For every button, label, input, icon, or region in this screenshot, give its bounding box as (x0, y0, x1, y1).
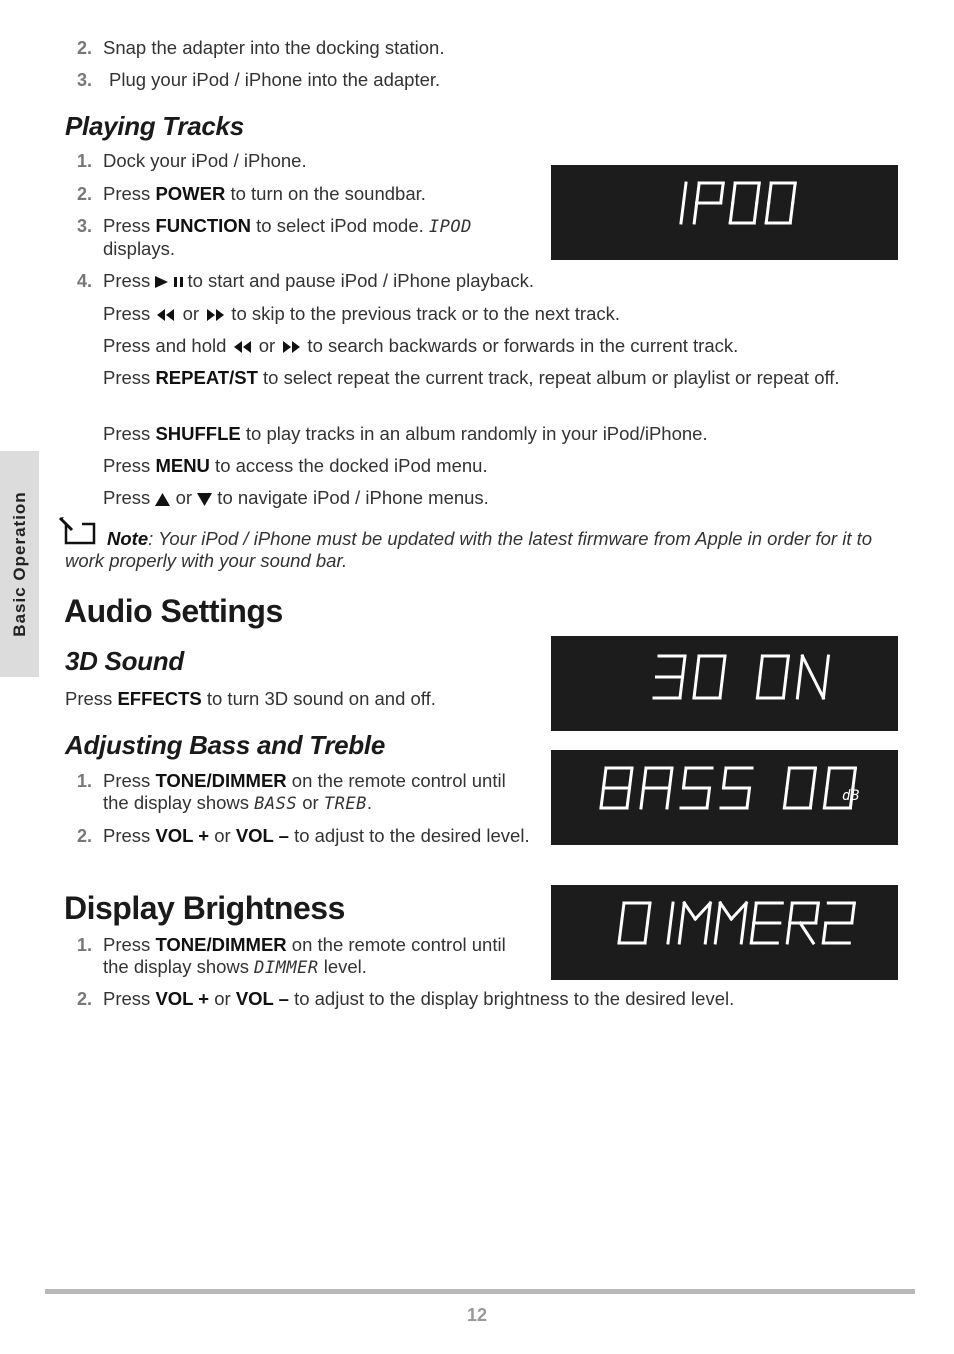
step-text: Press VOL + or VOL – to adjust to the desired level. (103, 825, 530, 846)
section-heading-display-brightness: Display Brightness (64, 890, 345, 926)
step-number: 2. (76, 826, 92, 846)
lcd-glyph (823, 903, 854, 943)
paragraph: Press EFFECTS to turn 3D sound on and off. (65, 688, 436, 709)
step-number: 2. (76, 184, 92, 204)
lcd-glyph (715, 903, 746, 943)
lcd-glyph (601, 768, 632, 808)
play-pause-icon (155, 275, 187, 289)
lcd-text: TREB (323, 794, 367, 814)
step-text: Press VOL + or VOL – to adjust to the display brightness to the desired level. (103, 988, 735, 1009)
lcd-glyph (751, 903, 782, 943)
lcd-glyph (730, 183, 759, 223)
step-number: 3. (76, 216, 92, 236)
step-number: 1. (76, 151, 92, 171)
instruction-line: Press and hold or to search backwards or forwards in the current track. (103, 335, 739, 356)
step-number: 1. (76, 935, 92, 955)
page-number: 12 (466, 1305, 488, 1325)
subheading-3d-sound: 3D Sound (65, 646, 184, 676)
subheading-bass-treble: Adjusting Bass and Treble (65, 730, 385, 760)
step-number: 2. (76, 989, 92, 1009)
up-triangle-icon (155, 493, 170, 506)
lcd-glyph (787, 903, 818, 943)
instruction-line: Press or to skip to the previous track or to the next track. (103, 303, 620, 324)
lcd-panel-dimmer (551, 885, 898, 980)
lcd-glyph (641, 768, 672, 808)
step-text: Plug your iPod / iPhone into the adapter. (109, 69, 441, 90)
lcd-glyph (619, 903, 650, 943)
step-text: Dock your iPod / iPhone. (103, 150, 307, 171)
fast-forward-icon (204, 308, 226, 322)
step-number: 1. (76, 771, 92, 791)
lcd-glyph (668, 903, 673, 943)
lcd-glyph (694, 656, 725, 698)
lcd-glyph (681, 768, 712, 808)
step-text: Snap the adapter into the docking station. (103, 37, 445, 58)
side-tab (0, 451, 39, 677)
step-text: Press to start and pause iPod / iPhone playback. (103, 270, 535, 291)
lcd-unit-label: dB (842, 788, 860, 804)
rewind-icon (232, 340, 254, 354)
fast-forward-icon (280, 340, 302, 354)
note-text: Note: Your iPod / iPhone must be updated with the latest firmware from Apple in order for it to work properly with your sound bar. (65, 528, 873, 571)
lcd-text: IPOD (428, 217, 472, 237)
lcd-segment-display (551, 636, 898, 731)
lcd-glyph (784, 768, 815, 808)
instruction-line: Press SHUFFLE to play tracks in an album randomly in your iPod/iPhone. (103, 423, 708, 444)
lcd-segment-display (551, 885, 898, 980)
lcd-text: DIMMER (254, 958, 319, 978)
section-heading-audio-settings: Audio Settings (64, 593, 283, 629)
step-number: 2. (76, 38, 92, 58)
footer-rule (45, 1289, 915, 1294)
lcd-glyph (766, 183, 795, 223)
side-tab-label: Basic Operation (9, 491, 29, 637)
instruction-line: Press or to navigate iPod / iPhone menus. (103, 487, 489, 508)
lcd-glyph (681, 183, 686, 223)
step-number: 4. (76, 271, 92, 291)
section-heading-playing-tracks: Playing Tracks (65, 111, 244, 141)
lcd-glyph (694, 183, 723, 223)
lcd-segment-display (551, 165, 898, 260)
lcd-panel-3d-on (551, 636, 898, 731)
lcd-glyph (654, 656, 685, 698)
step-text: Press FUNCTION to select iPod mode. IPOD displays. (103, 215, 472, 259)
instruction-line: Press MENU to access the docked iPod menu. (103, 455, 488, 476)
lcd-panel-ipod (551, 165, 898, 260)
step-text: Press POWER to turn on the soundbar. (103, 183, 426, 204)
lcd-panel-bass (551, 750, 898, 845)
lcd-glyph (721, 768, 752, 808)
step-number: 3. (76, 70, 92, 90)
down-triangle-icon (197, 493, 212, 506)
lcd-glyph (797, 656, 828, 698)
instruction-line: Press REPEAT/ST to select repeat the current track, repeat album or playlist or repeat off. (103, 367, 840, 388)
lcd-glyph (757, 656, 788, 698)
step-text: Press TONE/DIMMER on the remote control until the display shows BASS or TREB. (103, 770, 506, 814)
rewind-icon (155, 308, 177, 322)
lcd-glyph (679, 903, 710, 943)
step-text: Press TONE/DIMMER on the remote control until the display shows DIMMER level. (103, 934, 506, 978)
lcd-text: BASS (254, 794, 298, 814)
